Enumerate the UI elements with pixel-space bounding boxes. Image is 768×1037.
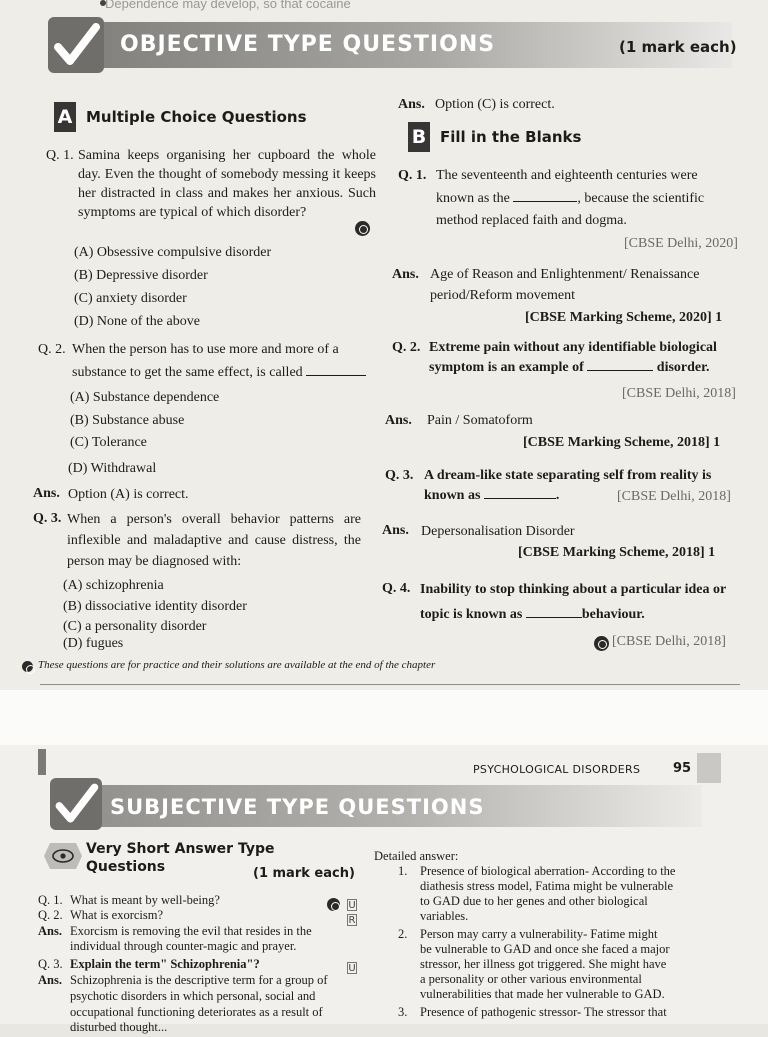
mcq-q3-option-a: (A) schizophrenia (63, 578, 164, 593)
fib-q2-answer: Pain / Somatoform (427, 413, 533, 428)
mcq-q1-option-c: (C) anxiety disorder (74, 291, 187, 306)
tag-understanding: U (348, 963, 356, 974)
mcq-q2-line2-text: substance to get the same effect, is called (72, 365, 303, 380)
mcq-q2-option-b: (B) Substance abuse (70, 413, 185, 428)
detail-p1-num: 1. (398, 864, 408, 878)
fib-q4-ref: [CBSE Delhi, 2018] (612, 634, 726, 649)
section-b-badge: B (408, 122, 430, 152)
blank-line (513, 190, 577, 202)
tag-remembering: R (348, 915, 356, 926)
fib-q2-scheme: [CBSE Marking Scheme, 2018] 1 (523, 435, 721, 450)
fib-q2-line2b: disorder. (656, 360, 710, 375)
detail-p2-line1: Person may carry a vulnerability- Fatime might (420, 927, 658, 941)
mcq-q2-num: Q. 2. (38, 342, 66, 357)
detail-p3-line1: Presence of pathogenic stressor- The stressor that (420, 1005, 667, 1019)
page-number-tab (697, 753, 721, 783)
mcq-q2-option-c: (C) Tolerance (70, 435, 147, 450)
vsa-title-line2: Questions (86, 859, 166, 875)
detail-p2-line4: a personality or other various environmental (420, 972, 642, 986)
fib-q1-ans-label: Ans. (392, 267, 419, 282)
fib-q1-answer-line1: Age of Reason and Enlightenment/ Renaissance (430, 267, 700, 282)
vsa-title-line1: Very Short Answer Type (86, 841, 275, 857)
vsa-q3: Explain the term" Schizophrenia"? (70, 957, 260, 971)
detail-p1-line3: to GAD due to her genes and other biological (420, 894, 648, 908)
fib-q4-line1: Inability to stop thinking about a particular idea or (420, 582, 727, 597)
page-number: 95 (673, 761, 692, 776)
bottom-page (0, 745, 768, 1034)
blank-line (484, 487, 556, 499)
section-a-title: Multiple Choice Questions (86, 108, 307, 126)
page-edge-tab (38, 749, 46, 775)
vsa-q3-num: Q. 3. (38, 957, 63, 971)
checkmark-icon (48, 17, 104, 73)
fib-q1-scheme: [CBSE Marking Scheme, 2020] 1 (525, 310, 723, 325)
fib-q3-line1: A dream-like state separating self from reality is (424, 468, 712, 483)
fib-q1-line2b: , because the scientific (577, 191, 705, 206)
objective-marks: (1 mark each) (619, 38, 737, 56)
detail-p1-line1: Presence of biological aberration- According to the (420, 864, 676, 878)
fib-q4-num: Q. 4. (382, 581, 411, 596)
vsa-q2: What is exorcism? (70, 908, 164, 922)
mcq-q3-option-d: (D) fugues (63, 636, 124, 651)
subjective-banner-title: SUBJECTIVE TYPE QUESTIONS (110, 795, 485, 819)
top-answer: Option (C) is correct. (435, 97, 555, 112)
mcq-q3-option-b: (B) dissociative identity disorder (63, 599, 247, 614)
fib-q1-answer-line2: period/Reform movement (430, 288, 576, 303)
practice-icon (355, 221, 370, 236)
vsa-marks: (1 mark each) (253, 866, 355, 881)
vsa-q1-num: Q. 1. (38, 893, 63, 907)
fib-q3-ans-label: Ans. (382, 523, 409, 538)
blank-line (587, 359, 653, 371)
fib-q3-ref: [CBSE Delhi, 2018] (617, 489, 731, 504)
fib-q1-num: Q. 1. (398, 168, 427, 183)
mcq-q1-num: Q. 1. (46, 148, 74, 163)
vsa-q1: What is meant by well-being? (70, 893, 220, 907)
mcq-q3-text: When a person's overall behavior patterns are inflexible and maladaptive and cause distress, the person may be diagnosed with: (67, 512, 361, 569)
checkmark-icon (50, 778, 102, 830)
mcq-q2-option-d: (D) Withdrawal (68, 461, 157, 476)
top-ans-label: Ans. (398, 97, 425, 112)
fib-q3-line2 (424, 486, 559, 505)
fib-q1-ref: [CBSE Delhi, 2020] (624, 236, 738, 251)
mcq-q2-line2 (72, 363, 366, 382)
detail-p2-line3: stressor, her illness got triggered. She might have (420, 957, 667, 971)
fib-q1-line3: method replaced faith and dogma. (436, 213, 627, 228)
practice-icon (594, 636, 609, 651)
objective-banner-title: OBJECTIVE TYPE QUESTIONS (120, 32, 496, 57)
detail-p2-line5: vulnerabilities that made her vulnerable to GAD. (420, 987, 665, 1001)
vsa-a3-line2: psychotic disorders in which personal, social and (70, 989, 316, 1003)
mcq-q2-answer: Option (A) is correct. (68, 487, 189, 502)
running-header: PSYCHOLOGICAL DISORDERS (473, 763, 641, 776)
fib-q4-line2 (420, 605, 645, 624)
mcq-q2-line1: When the person has to use more and more of a (72, 342, 339, 357)
fib-q2-ans-label: Ans. (385, 413, 412, 428)
detail-p1-line4: variables. (420, 909, 469, 923)
fib-q3-line2-text: known as (424, 488, 481, 503)
eye-icon (44, 841, 82, 871)
tag-understanding: U (348, 900, 356, 911)
detail-p2-num: 2. (398, 927, 408, 941)
vsa-a3-line3: occupational functioning deteriorates as a result of (70, 1005, 323, 1019)
mcq-q1-option-b: (B) Depressive disorder (74, 268, 208, 283)
mcq-q1-option-d: (D) None of the above (74, 314, 200, 329)
detailed-answer-heading: Detailed answer: (374, 849, 459, 863)
mcq-q3-num: Q. 3. (33, 511, 62, 526)
fib-q2-ref: [CBSE Delhi, 2018] (622, 386, 736, 401)
fib-q2-line2a: symptom is an example of (429, 360, 584, 375)
section-b-title: Fill in the Blanks (440, 128, 582, 146)
fib-q3-answer: Depersonalisation Disorder (421, 524, 575, 539)
fib-q4-line2a: topic is known as (420, 607, 523, 622)
blank-line (306, 364, 366, 376)
fib-q1-line2 (436, 189, 704, 208)
mcq-q3-option-c: (C) a personality disorder (63, 619, 207, 634)
fib-q2-line1: Extreme pain without any identifiable biological (429, 340, 717, 355)
footnote-divider (40, 684, 740, 685)
fib-q2-line2 (429, 358, 710, 377)
cut-previous-line: Dependence may develop, so that cocaine (105, 0, 351, 11)
detail-p2-line2: be vulnerable to GAD and once she faced a major (420, 942, 670, 956)
mcq-q1-text: Samina keeps organising her cupboard the whole day. Even the thought of somebody messing it keeps her distracted in class and makes her anxious. Such symptoms are typical of which disorder? (78, 148, 376, 220)
fib-q3-line2-end: . (555, 488, 560, 503)
vsa-a2-line1: Exorcism is removing the evil that resides in the (70, 924, 312, 938)
fib-q1-line1: The seventeenth and eighteenth centuries were (436, 168, 698, 183)
mcq-q2-option-a: (A) Substance dependence (70, 390, 220, 405)
footnote-icon (22, 661, 33, 672)
section-a-badge: A (54, 102, 76, 132)
fib-q1-line2a: known as the (436, 191, 510, 206)
vsa-a2-line2: individual through counter-magic and prayer. (70, 939, 297, 953)
vsa-a3-label: Ans. (38, 973, 62, 987)
footnote-text: These questions are for practice and their solutions are available at the end of the chapter (38, 659, 436, 671)
mcq-q2-ans-label: Ans. (33, 486, 60, 501)
fib-q3-num: Q. 3. (385, 468, 414, 483)
page-gap (0, 690, 768, 745)
vsa-q2-num: Q. 2. (38, 908, 63, 922)
practice-icon (327, 898, 340, 911)
detail-p3-num: 3. (398, 1005, 408, 1019)
vsa-a3-line4: disturbed thought... (70, 1020, 168, 1034)
blank-line (526, 606, 582, 618)
fib-q3-scheme: [CBSE Marking Scheme, 2018] 1 (518, 545, 716, 560)
detail-p1-line2: diathesis stress model, Fatima might be vulnerable (420, 879, 674, 893)
fib-q4-line2b: behaviour. (581, 607, 645, 622)
mcq-q1-option-a: (A) Obsessive compulsive disorder (74, 245, 272, 260)
vsa-a2-label: Ans. (38, 924, 62, 938)
fib-q2-num: Q. 2. (392, 340, 421, 355)
vsa-a3-line1: Schizophrenia is the descriptive term for a group of (70, 973, 328, 987)
